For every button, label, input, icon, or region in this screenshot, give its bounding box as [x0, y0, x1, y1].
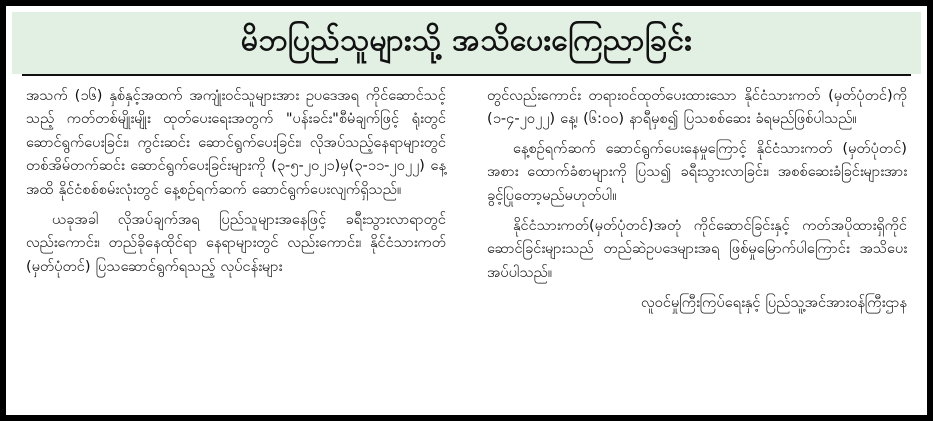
column-right — [487, 84, 907, 404]
page-title: မိဘပြည်သူများသို့ အသိပေးကြေညာခြင်း — [240, 23, 693, 58]
paragraph: အသက် (၁၆) နှစ်နှင့်အထက် အကျုံးဝင်သူများအား ဥပဒေအရ ကိုင်ဆောင်သင့်သည့် ကတ်တစ်မျိုးမျိုး ထုတ်ပေးရေးအတွက် "ပန်းခင်း"စီမံချက်ဖြင့် ရုံးတွင်ဆောင်ရွက်ပေးခြင်း၊ ကွင်းဆင်း ဆောင်ရွက်ပေးခြင်း၊ လိုအပ်သည့်နေရာများတွင် တစ်အိမ်တက်ဆင်း ဆောင်ရွက်ပေးခြင်းများကို (၃-၅-၂၀၂၁)မှ(၃-၁၁-၂၀၂၂) နေ့အထိ နိုင်ငံစစ်စမ်းလုံးတွင် နေ့စဉ်ရက်ဆက် ဆောင်ရွက်ပေးလျက်ရှိသည်။ — [26, 86, 446, 199]
column-gutter — [466, 84, 467, 404]
headline-band — [12, 12, 921, 74]
paragraph: ယခုအခါ လိုအပ်ချက်အရ ပြည်သူများအနေဖြင့် ခရီးသွားလာရာတွင် လည်းကောင်း၊ တည်ခိုနေထိုင်ရာ နေရာများတွင် လည်းကောင်း၊ နိုင်ငံသားကတ် (မှတ်ပုံတင်) ပြသဆောင်ရွက်ရသည့် လုပ်ငန်းများ — [26, 210, 446, 275]
paragraph: တွင်လည်းကောင်း တရားဝင်ထုတ်ပေးထားသော နိုင်ငံသားကတ် (မှတ်ပုံတင်)ကို (၁-၄-၂၀၂၂) နေ့၊ (၆:၀၀) နာရီမှစ၍ ပြသစစ်ဆေး ခံရမည်ဖြစ်ပါသည်။ — [487, 86, 907, 128]
column-left — [26, 84, 446, 404]
signoff-line: လူဝင်မှုကြီးကြပ်ရေးနှင့် ပြည်သူ့အင်အားဝန်ကြီးဌာန — [640, 293, 907, 311]
document-inner-frame — [12, 12, 921, 409]
paragraph: နိုင်ငံသားကတ်(မှတ်ပုံတင်)အတုံ ကိုင်ဆောင်ခြင်းနှင့် ကတ်အပိုထားရှိကိုင်ဆောင်ခြင်းများသည် တည်ဆဲဥပဒေများအရ ဖြစ်မှုမြောက်ပါကြောင်း အသိပေးအပ်ပါသည်။ — [487, 216, 907, 281]
body-columns — [12, 76, 921, 410]
paragraph: နေ့စဉ်ရက်ဆက် ဆောင်ရွက်ပေးနေမှုကြောင့် နိုင်ငံသားကတ် (မှတ်ပုံတင်) အစား ထောက်ခံစာများကို ပြသ၍ ခရီးသွားလာခြင်း၊ အစစ်ဆေးခံခြင်းများအား ခွင့်ပြုတော့မည်မဟုတ်ပါ။ — [487, 139, 907, 205]
